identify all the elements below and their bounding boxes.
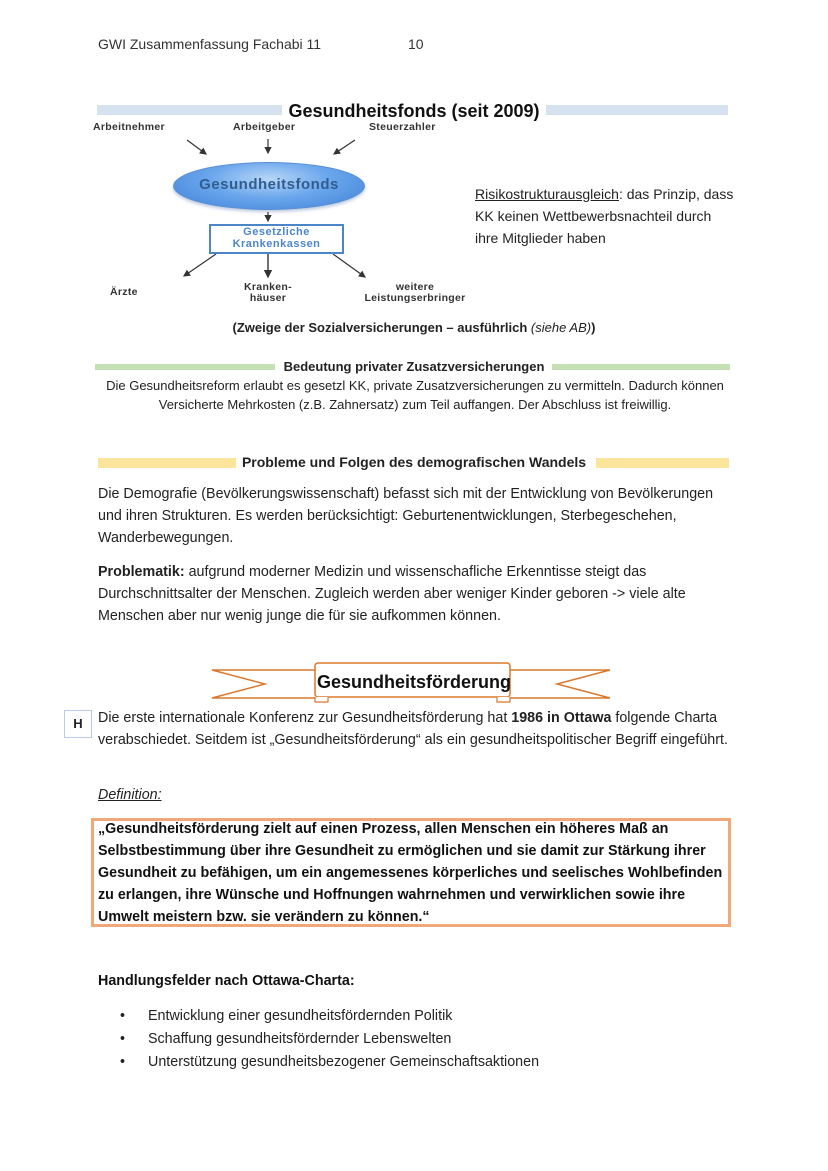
krankenhaeuser-line1: Kranken- — [244, 281, 292, 293]
section-heading-gesundheitsfonds: Gesundheitsfonds (seit 2009) — [0, 101, 828, 122]
list-item — [120, 1051, 539, 1074]
list-item — [120, 1028, 539, 1051]
header-level-badge: H — [64, 710, 92, 738]
problematik-paragraph — [98, 561, 738, 627]
problematik-label: Problematik: — [98, 564, 185, 580]
list-item-text: Schaffung gesundheitsfördernder Lebenswelten — [148, 1031, 452, 1047]
page-number: 10 — [408, 36, 424, 52]
ribbon-fold-right — [497, 697, 510, 702]
krankenhaeuser-line2: häuser — [249, 292, 287, 304]
list-item — [120, 1005, 539, 1028]
ottawa-intro-bold: 1986 in Ottawa — [511, 710, 612, 726]
banner-title-gesundheitsfoerderung: Gesundheitsförderung — [316, 672, 511, 692]
diagram-source-arbeitnehmer: Arbeitnehmer — [93, 121, 165, 133]
definition-text: „Gesundheitsförderung zielt auf einen Prozess, allen Menschen ein höheres Maß an Selbstbestimmung über ihre Gesundheit zu ermöglichen und sie damit zur Stärkung ihrer Gesundheit zu befähigen, um ein angemessenes körperliches und seelisches Wohlbefinden zu erlangen, ihre Wünsche und Hoffnungen wahrnehmen und verwirklichen sowie ihre Umwelt meistern bzw. sie verändern zu können.“ — [98, 821, 723, 925]
bullet-icon: • — [120, 1054, 126, 1070]
section-heading-demografie: Probleme und Folgen des demografischen Wandels — [0, 454, 828, 470]
diagram-source-steuerzahler: Steuerzahler — [369, 121, 436, 133]
list-item-text: Entwicklung einer gesundheitsfördernden Politik — [148, 1008, 453, 1024]
handlungsfelder-list — [120, 1005, 539, 1074]
bullet-icon: • — [120, 1031, 126, 1047]
gesundheitsfonds-label: Gesundheitsfonds — [199, 176, 339, 193]
weitere-line2: Leistungserbringer — [364, 292, 466, 304]
arrow-to-aerzte — [184, 254, 216, 276]
diagram-arrows — [0, 0, 828, 320]
krankenkassen-label-line1: Gesetzliche — [243, 226, 310, 238]
ottawa-intro-pre: Die erste internationale Konferenz zur Gesundheitsförderung hat — [98, 710, 512, 726]
risikostrukturausgleich-note — [475, 183, 735, 249]
zweige-note — [0, 320, 828, 335]
bullet-icon: • — [120, 1008, 126, 1024]
demografie-intro: Die Demografie (Bevölkerungswissenschaft) befasst sich mit der Entwicklung von Bevölkerungen und ihren Strukturen. Es werden berücksichtigt: Geburtenentwicklungen, Sterbegeschehen, Wanderbewegungen. — [98, 486, 714, 546]
zusatzversicherungen-text: Die Gesundheitsreform erlaubt es gesetzl KK, private Zusatzversicherungen zu vermitteln. Dadurch können Versicherte Mehrkosten (z.B. Zahnersatz) zum Teil auffangen. Der Abschluss ist freiwillig. — [106, 378, 724, 412]
handlungsfelder-title: Handlungsfelder nach Ottawa-Charta: — [98, 973, 355, 989]
arrow-to-weitere — [333, 254, 365, 277]
diagram-source-arbeitgeber: Arbeitgeber — [233, 121, 296, 133]
weitere-line1: weitere — [395, 281, 435, 293]
diagram-recipient-weitere — [355, 282, 475, 304]
ribbon-fold-left — [315, 697, 328, 702]
diagram-recipient-aerzte: Ärzte — [110, 286, 138, 298]
risk-term: Risikostrukturausgleich — [475, 186, 619, 202]
list-item-text: Unterstützung gesundheitsbezogener Gemeinschaftsaktionen — [148, 1054, 540, 1070]
problematik-text: aufgrund moderner Medizin und wissenschafliche Erkenntisse steigt das Durchschnittsalter der Menschen. Zugleich werden aber weniger Kinder geboren -> viele alte Menschen aber nur wenig junge die für sie aufkommen können. — [98, 564, 686, 624]
arrow-arbeitnehmer — [187, 140, 206, 154]
risk-text: : das Prinzip, dass KK keinen Wettbewerbsnachteil durch ihre Mitglieder haben — [475, 186, 734, 246]
section-heading-zusatzversicherungen: Bedeutung privater Zusatzversicherungen — [0, 359, 828, 374]
document-header-title: GWI Zusammenfassung Fachabi 11 — [98, 36, 322, 52]
ottawa-intro — [98, 707, 738, 751]
zweige-bold: (Zweige der Sozialversicherungen – ausführlich — [232, 320, 531, 335]
ottawa-intro-post: folgende Charta verabschiedet. Seitdem ist „Gesundheitsförderung“ als ein gesundheitspolitischer Begriff eingeführt. — [98, 710, 728, 748]
arrow-steuerzahler — [334, 140, 355, 154]
diagram-recipient-krankenhaeuser — [236, 282, 300, 304]
zweige-italic: (siehe AB) — [530, 320, 592, 335]
krankenkassen-label — [209, 226, 344, 250]
zweige-closing: ) — [591, 320, 596, 335]
krankenkassen-label-line2: Krankenkassen — [232, 238, 321, 250]
definition-label: Definition: — [98, 787, 162, 803]
